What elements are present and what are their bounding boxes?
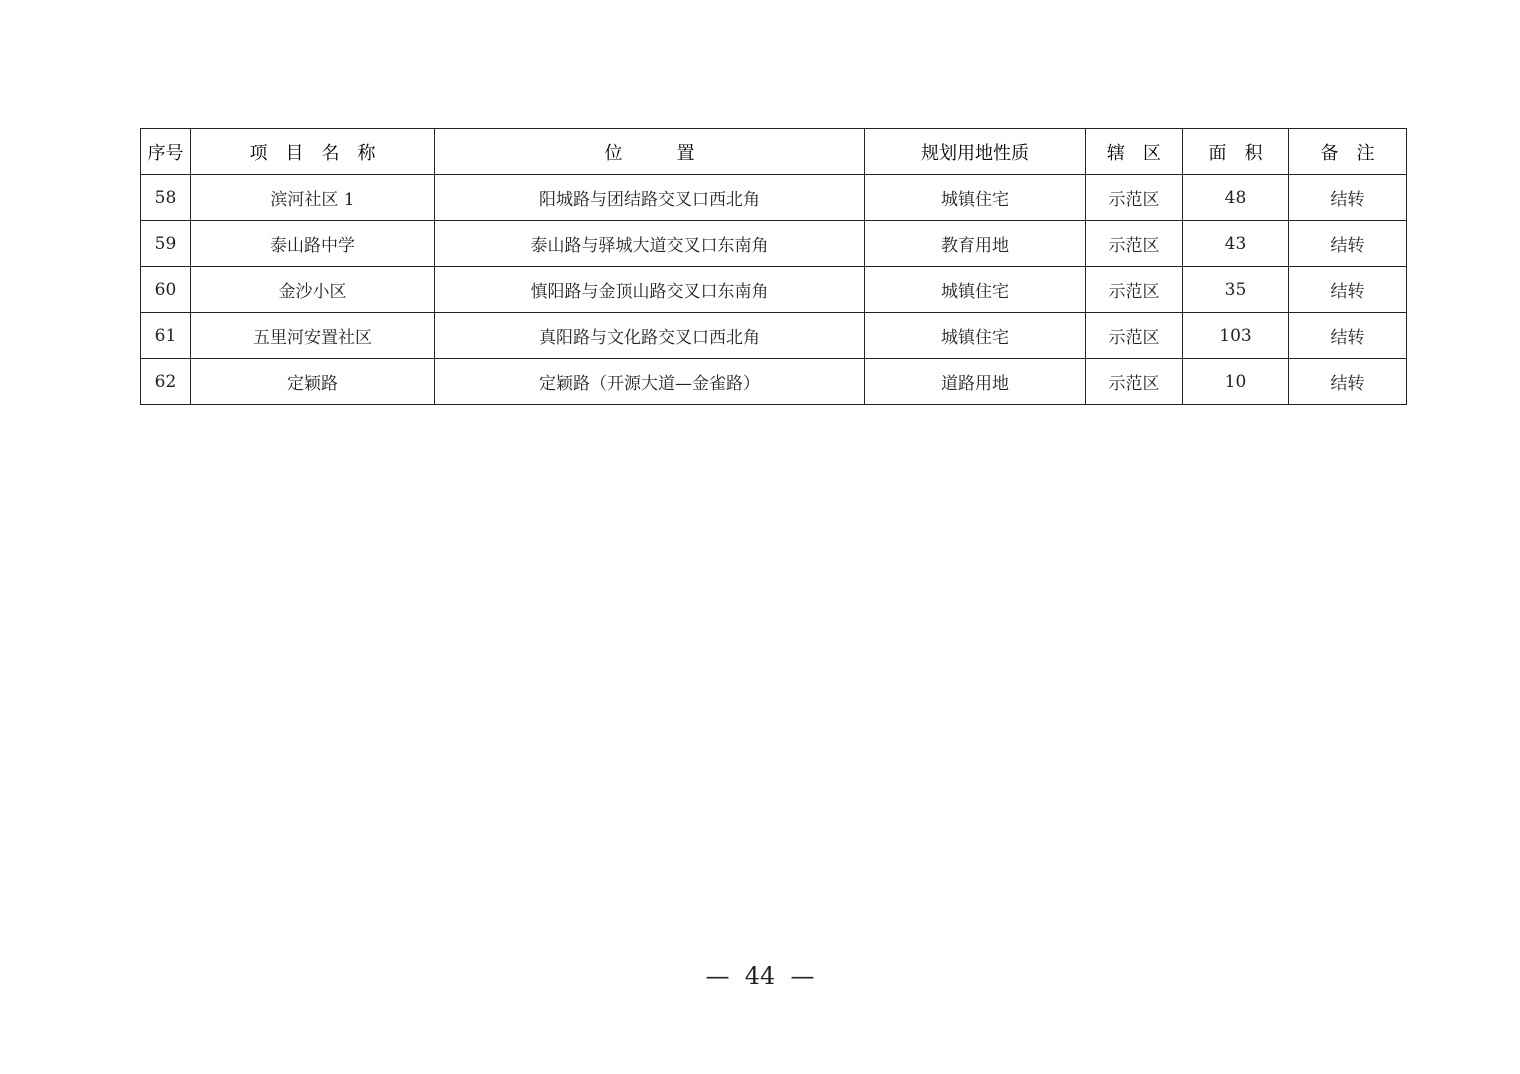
cell-remarks: 结转	[1289, 313, 1407, 359]
cell-project-name: 滨河社区 1	[191, 175, 435, 221]
cell-serial-number: 62	[141, 359, 191, 405]
table-row	[141, 175, 1407, 221]
cell-project-name: 定颖路	[191, 359, 435, 405]
header-location: 位 置	[435, 129, 865, 175]
cell-project-name: 金沙小区	[191, 267, 435, 313]
cell-remarks: 结转	[1289, 267, 1407, 313]
land-project-table	[140, 128, 1407, 405]
cell-area: 103	[1183, 313, 1289, 359]
cell-location: 定颖路（开源大道—金雀路）	[435, 359, 865, 405]
cell-remarks: 结转	[1289, 175, 1407, 221]
cell-location: 慎阳路与金顶山路交叉口东南角	[435, 267, 865, 313]
cell-district: 示范区	[1086, 313, 1183, 359]
header-serial-number: 序号	[141, 129, 191, 175]
table-row	[141, 221, 1407, 267]
cell-project-name: 泰山路中学	[191, 221, 435, 267]
cell-district: 示范区	[1086, 359, 1183, 405]
cell-serial-number: 61	[141, 313, 191, 359]
header-district: 辖 区	[1086, 129, 1183, 175]
header-remarks: 备 注	[1289, 129, 1407, 175]
cell-location: 阳城路与团结路交叉口西北角	[435, 175, 865, 221]
cell-remarks: 结转	[1289, 359, 1407, 405]
table-row	[141, 267, 1407, 313]
cell-district: 示范区	[1086, 267, 1183, 313]
table-row	[141, 313, 1407, 359]
cell-project-name: 五里河安置社区	[191, 313, 435, 359]
cell-land-use-type: 道路用地	[865, 359, 1086, 405]
header-project-name: 项 目 名 称	[191, 129, 435, 175]
cell-location: 真阳路与文化路交叉口西北角	[435, 313, 865, 359]
cell-serial-number: 58	[141, 175, 191, 221]
page-number: — 44 —	[705, 962, 815, 990]
cell-serial-number: 59	[141, 221, 191, 267]
cell-serial-number: 60	[141, 267, 191, 313]
cell-land-use-type: 城镇住宅	[865, 313, 1086, 359]
cell-district: 示范区	[1086, 221, 1183, 267]
cell-area: 48	[1183, 175, 1289, 221]
header-area: 面 积	[1183, 129, 1289, 175]
cell-area: 10	[1183, 359, 1289, 405]
cell-land-use-type: 城镇住宅	[865, 267, 1086, 313]
header-land-use-type: 规划用地性质	[865, 129, 1086, 175]
cell-land-use-type: 教育用地	[865, 221, 1086, 267]
cell-location: 泰山路与驿城大道交叉口东南角	[435, 221, 865, 267]
cell-area: 35	[1183, 267, 1289, 313]
table-header-row	[141, 129, 1407, 175]
cell-land-use-type: 城镇住宅	[865, 175, 1086, 221]
table-row	[141, 359, 1407, 405]
cell-area: 43	[1183, 221, 1289, 267]
cell-remarks: 结转	[1289, 221, 1407, 267]
cell-district: 示范区	[1086, 175, 1183, 221]
